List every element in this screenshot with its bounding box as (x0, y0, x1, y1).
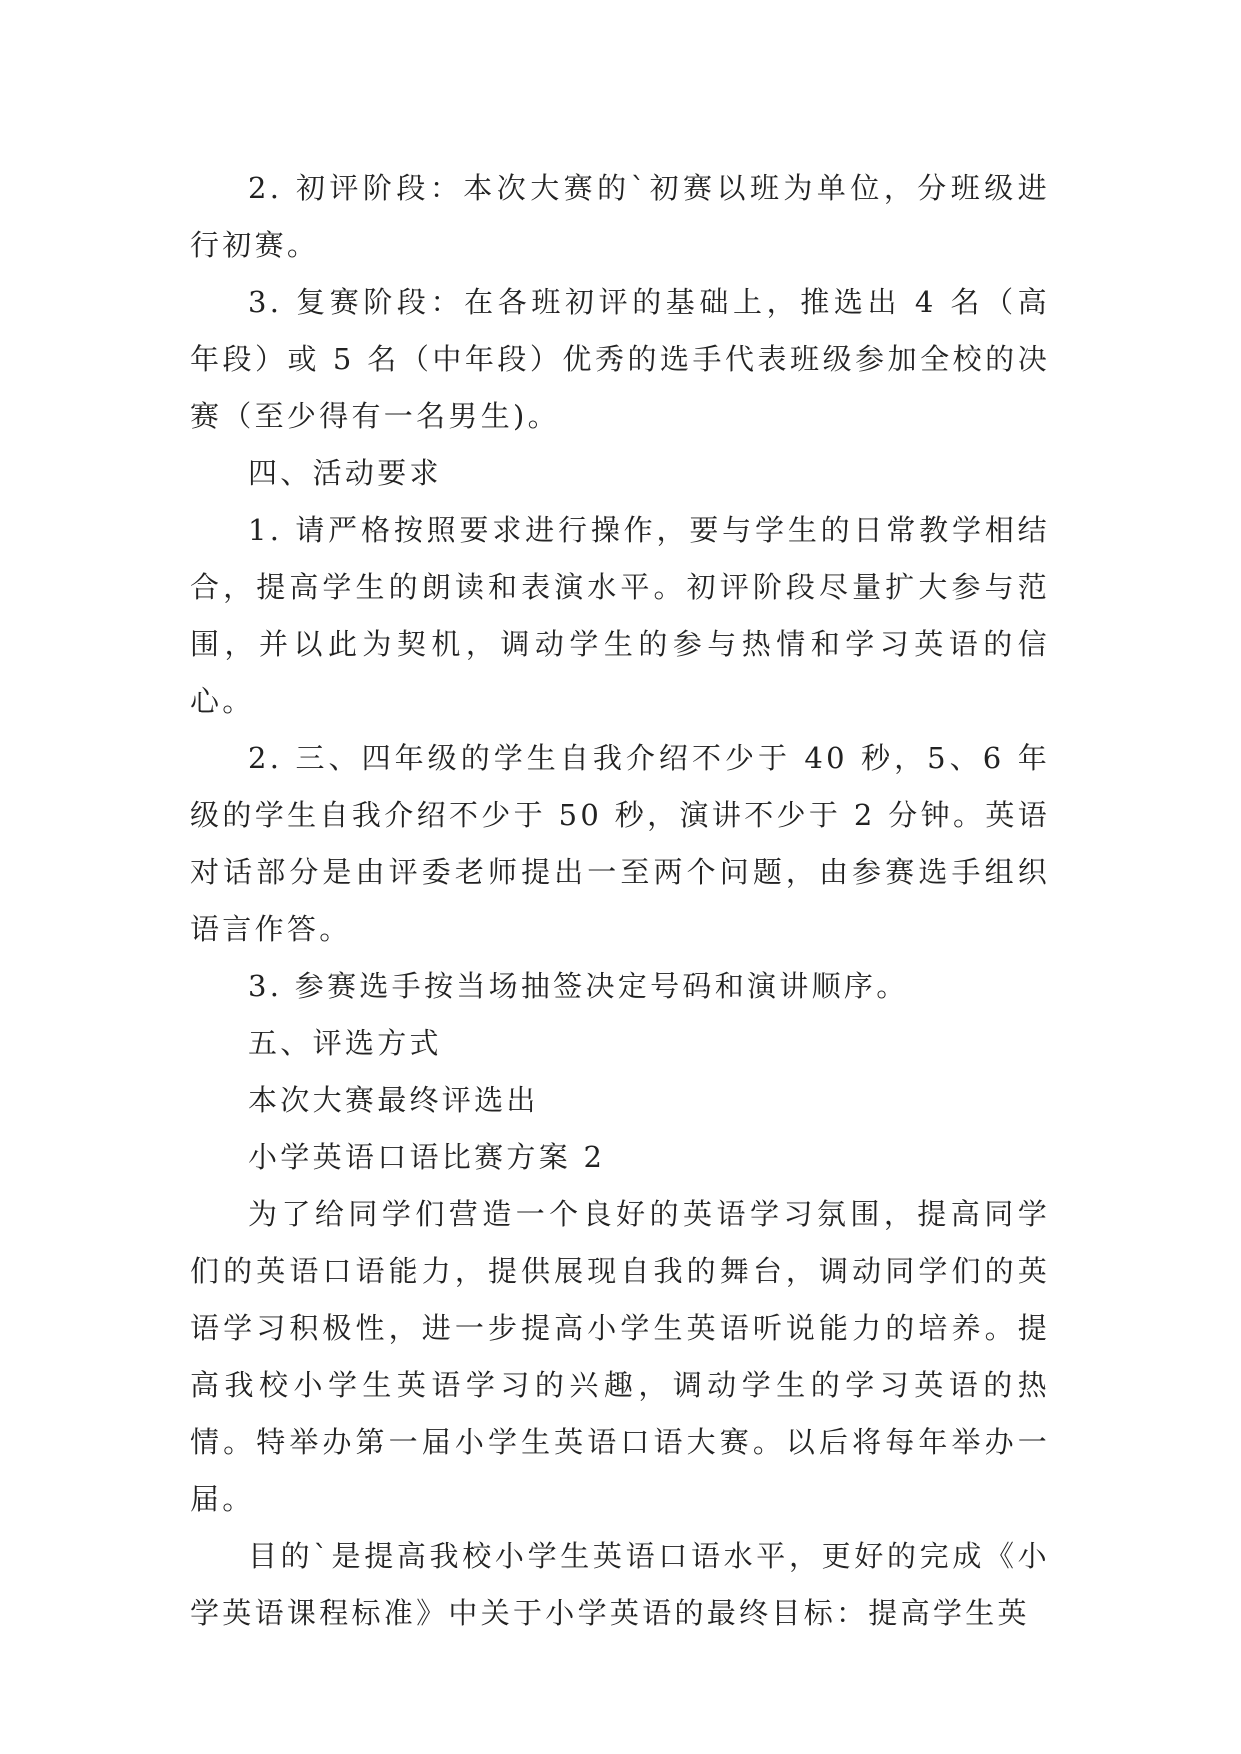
section-heading-selection: 五、评选方式 (248, 1026, 442, 1060)
paragraph-selection: 本次大赛最终评选出 (248, 1083, 539, 1117)
paragraph-preliminary-stage: 2. 初评阶段：本次大赛的`初赛以班为单位，分班级进行初赛。 (190, 171, 1050, 262)
paragraph-requirement-2: 2. 三、四年级的学生自我介绍不少于 40 秒，5、6 年级的学生自我介绍不少于 50 秒，演讲不少于 2 分钟。英语对话部分是由评委老师提出一至两个问题，由参赛选手组织语言作答。 (190, 741, 1050, 946)
document-title-plan-2: 小学英语口语比赛方案 2 (248, 1140, 606, 1174)
paragraph-requirement-3: 3. 参赛选手按当场抽签决定号码和演讲顺序。 (248, 969, 909, 1003)
paragraph-purpose-goal: 目的`是提高我校小学生英语口语水平，更好的完成《小学英语课程标准》中关于小学英语的最终目标：提高学生英 (190, 1539, 1050, 1630)
paragraph-semifinal-stage: 3. 复赛阶段：在各班初评的基础上，推选出 4 名（高年段）或 5 名（中年段）优秀的选手代表班级参加全校的决赛（至少得有一名男生)。 (190, 285, 1050, 433)
paragraph-purpose-intro: 为了给同学们营造一个良好的英语学习氛围，提高同学们的英语口语能力，提供展现自我的舞台，调动同学们的英语学习积极性，进一步提高小学生英语听说能力的培养。提高我校小学生英语学习的兴趣，调动学生的学习英语的热情。特举办第一届小学生英语口语大赛。以后将每年举办一届。 (190, 1197, 1050, 1516)
document-body (190, 160, 1050, 1642)
section-heading-requirements: 四、活动要求 (248, 456, 442, 490)
paragraph-requirement-1: 1. 请严格按照要求进行操作，要与学生的日常教学相结合，提高学生的朗读和表演水平。初评阶段尽量扩大参与范围，并以此为契机，调动学生的参与热情和学习英语的信心。 (190, 513, 1050, 718)
